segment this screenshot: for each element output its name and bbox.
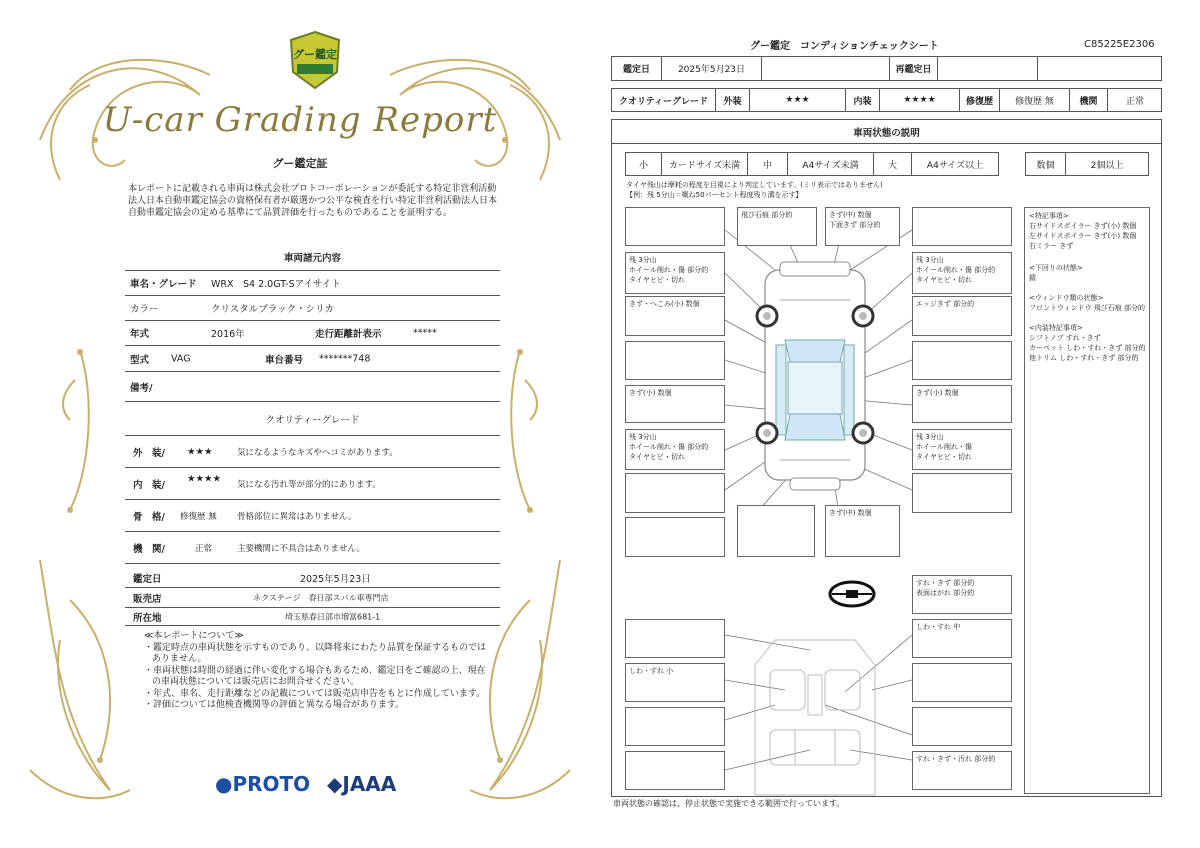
color-value: クリスタルブラック・シリカ	[211, 304, 335, 315]
note-line: フロントウィンドウ 飛び石痕 部分的	[1029, 304, 1146, 312]
chassis-value: *******748	[319, 353, 371, 364]
spec-row-remarks	[125, 372, 500, 402]
quality-comment: 気になるようなキズやヘコミがあります。	[237, 447, 398, 458]
legend-count-desc: 2個以上	[1090, 160, 1124, 171]
legend-small: 小	[626, 153, 662, 175]
quality-comment: 気になる汚れ等が部分的にあります。	[237, 479, 381, 490]
quality-row-exterior	[125, 436, 500, 468]
callout-text: しわ・すれ 中	[916, 623, 961, 631]
special-notes-panel	[1024, 207, 1150, 794]
legend-small-desc: カードサイズ未満	[662, 153, 748, 175]
reappraisal-label: 再鑑定日	[890, 57, 938, 80]
car-top-view	[765, 262, 865, 490]
callout-text: タイヤヒビ・切れ	[629, 453, 685, 461]
note-line: カーペット しわ・すれ・きず 部分的	[1029, 344, 1146, 352]
panel-title: 車両状態の説明	[612, 120, 1161, 144]
spec-row-model	[125, 346, 500, 372]
callout-box	[912, 207, 1012, 246]
ext-value: ★★★	[750, 89, 846, 111]
sheet-title: グー鑑定 コンディションチェックシート	[750, 41, 939, 52]
quality-label: 骨 格/	[133, 511, 165, 523]
quality-comment: 骨格部位に異常はありません。	[237, 511, 357, 522]
callout-box	[625, 663, 725, 702]
quality-grade: 正常	[195, 543, 213, 554]
note-line: 錆	[1029, 274, 1036, 282]
jaaa-mark-icon: ◆	[327, 772, 343, 796]
callout-text: 残 3分山	[629, 256, 657, 264]
quality-heading: クオリティーグレード	[265, 414, 360, 426]
date-label: 鑑定日	[612, 57, 662, 80]
mileage-label: 走行距離計表示	[315, 329, 382, 340]
callout-box	[912, 296, 1012, 336]
name-value: WRX S4 2.0GT-Sアイサイト	[211, 279, 341, 290]
legend-large-desc: A4サイズ以上	[926, 160, 984, 171]
dealer-name: ネクステージ 春日部スバル車専門店	[253, 593, 389, 602]
quality-label: 外 装/	[133, 447, 165, 459]
sheet-footer: 車両状態の確認は、停止状態で実施できる範囲で行っています。	[613, 799, 845, 808]
callout-box	[625, 385, 725, 423]
callout-box	[912, 429, 1012, 470]
callout-text: 残 3分山	[916, 433, 944, 441]
proto-logo-text: PROTO	[232, 772, 311, 796]
ext-label: 外装	[716, 89, 750, 111]
callout-text: 下面きず 部分的	[829, 221, 881, 229]
address-label: 所在地	[133, 612, 162, 624]
grade-row-label: クオリティーグレード	[612, 89, 716, 111]
report-title: U-car Grading Report	[102, 100, 498, 140]
callout-text: ホイール削れ・傷 部分的	[916, 266, 996, 274]
dealer-label: 販売店	[133, 593, 162, 605]
certificate-intro: 本レポートに記載される車両は株式会社プロトコーポレーションが委託する特定非営利活動法人日本自動車鑑定協会の資格保有者が厳選かつ公平な検査を行い特定非営利活動法人日本自動車鑑定協会の定める基準にて品質評価を行ったものであることを証明する。	[128, 184, 498, 218]
int-label: 内装	[846, 89, 880, 111]
address-row	[125, 608, 500, 626]
callout-box	[912, 341, 1012, 380]
callout-box	[625, 707, 725, 746]
callout-box	[625, 473, 725, 513]
quality-label: 内 装/	[133, 479, 165, 491]
year-value: 2016年	[211, 329, 245, 340]
callout-text: タイヤヒビ・切れ	[916, 276, 972, 284]
legend-count: 数個	[1026, 153, 1066, 175]
address-value: 埼玉県春日部市増富681-1	[285, 612, 381, 621]
callout-box	[912, 385, 1012, 423]
certificate-subtitle: グー鑑定証	[272, 157, 328, 170]
note-item: ・評価については他検査機関等の評価と異なる場合があります。	[144, 700, 405, 710]
note-line: シフトノブ すれ・きず	[1029, 334, 1101, 342]
model-label: 型式	[130, 354, 150, 366]
note-item: ・年式、車名、走行距離などの記載については販売店申告をもとに作成しています。	[144, 688, 486, 699]
callout-text: きず(中) 数個	[829, 211, 872, 219]
jaaa-logo-text: JAAA	[342, 772, 397, 796]
callout-box	[912, 575, 1012, 614]
callout-box	[912, 663, 1012, 702]
note-line: 右サイドスポイラー きず(小) 数個	[1029, 222, 1137, 230]
callout-box	[625, 207, 725, 246]
quality-grade: 修復歴 無	[180, 511, 217, 522]
report-notes	[140, 631, 490, 712]
logo-strip	[215, 770, 415, 800]
year-label: 年式	[130, 329, 150, 340]
callout-text: きず・へこみ(小) 数個	[629, 300, 700, 308]
spec-row-color	[125, 296, 500, 321]
quality-heading-row	[125, 402, 500, 436]
repair-value: 修復歴 無	[1000, 89, 1070, 111]
appraisal-date-label: 鑑定日	[133, 573, 162, 585]
callout-text: ホイール削れ・傷 部分的	[629, 443, 709, 451]
callout-text: 残 3分山	[916, 256, 944, 264]
spec-heading: 車両諸元内容	[283, 253, 341, 264]
note-item: ・鑑定時点の車両状態を示すものであり、以降将来にわたり品質を保証するものではありません。	[144, 642, 487, 664]
notes-window-heading: <ウィンドウ類の状態>	[1029, 294, 1104, 302]
callout-box	[625, 517, 725, 557]
callout-text: きず(小) 数個	[916, 389, 959, 397]
callout-box	[625, 751, 725, 790]
proto-mark-icon: ●	[215, 772, 233, 796]
quality-row-engine	[125, 532, 500, 564]
callout-text: エッジきず 部分的	[916, 300, 975, 308]
badge-label: グー鑑定	[293, 48, 337, 61]
date-value: 2025年5月23日	[662, 57, 762, 80]
callout-text: タイヤヒビ・切れ	[629, 276, 685, 284]
legend-mid: 中	[748, 153, 788, 175]
steering-wheel-icon	[830, 582, 874, 606]
note-line: 右ミラー きず	[1029, 242, 1074, 250]
spec-row-year	[125, 321, 500, 346]
quality-label: 機 関/	[133, 543, 165, 555]
interior-diagram	[755, 640, 875, 795]
callout-box	[625, 429, 725, 470]
appraisal-date: 2025年5月23日	[300, 573, 371, 585]
note-line: 他トリム しわ・すれ・きず 部分的	[1029, 354, 1139, 362]
dealer-row	[125, 588, 500, 608]
tire-note-1: タイヤ残山は摩耗の程度を目視により判定しています。(ミリ表示ではありません)	[626, 181, 883, 189]
color-label: カラー	[130, 304, 159, 315]
callout-box	[912, 473, 1012, 513]
callout-text: きず(小) 数個	[629, 389, 672, 397]
repair-label: 修復歴	[960, 89, 1000, 111]
remarks-label: 備考/	[130, 382, 153, 394]
callout-text: タイヤヒビ・切れ	[916, 453, 972, 461]
callout-text: すれ・きず 部分的	[916, 579, 975, 587]
callout-text: 残 3分山	[629, 433, 657, 441]
jaaa-logo	[327, 772, 396, 796]
engine-label: 機関	[1070, 89, 1108, 111]
notes-under-heading: <下回りの状態>	[1029, 264, 1083, 272]
model-value: VAG	[171, 353, 191, 364]
note-item: ・車両状態は時間の経過に伴い変化する場合もあるため、鑑定日をご確認の上、現在の車両状態については販売店にお問合せください。	[144, 665, 486, 687]
spec-row-name	[125, 271, 500, 296]
quality-grade: ★★★	[187, 446, 213, 457]
callout-text: しわ・すれ 小	[629, 667, 674, 675]
callout-box	[625, 619, 725, 658]
notes-special-heading: <特記事項>	[1029, 212, 1069, 220]
name-label: 車名・グレード	[130, 279, 197, 290]
callout-box	[912, 707, 1012, 746]
callout-box	[625, 296, 725, 336]
callout-text: すれ・きず・汚れ 部分的	[916, 755, 996, 763]
callout-box	[737, 505, 815, 557]
callout-text: 表面はがれ 部分的	[916, 589, 975, 597]
int-value: ★★★★	[880, 89, 960, 111]
quality-row-frame	[125, 500, 500, 532]
sheet-code: C85225E2306	[1084, 39, 1155, 50]
callout-text: ホイール削れ・傷	[916, 443, 972, 451]
callout-box	[825, 505, 900, 557]
mileage-value: *****	[413, 327, 437, 339]
engine-value: 正常	[1125, 96, 1144, 107]
callout-text: きず(中) 数個	[829, 509, 872, 517]
quality-grade: ★★★★	[187, 473, 222, 485]
legend-mid-desc: A4サイズ未満	[788, 153, 874, 175]
callout-box	[912, 619, 1012, 658]
appraisal-date-row	[125, 568, 500, 588]
notes-interior-heading: <内装特記事項>	[1029, 324, 1083, 332]
quality-comment: 主要機関に不具合はありません。	[237, 543, 366, 554]
chassis-label: 車台番号	[265, 354, 304, 366]
callout-text: ホイール削れ・傷 部分的	[629, 266, 709, 274]
tire-note-2: 【例：残 5分山＝概ね50パーセント程度残り溝を示す】	[626, 191, 803, 199]
callout-box	[737, 207, 817, 246]
callout-box	[912, 252, 1012, 294]
callout-box	[912, 751, 1012, 790]
notes-heading: ≪本レポートについて≫	[144, 631, 244, 641]
callout-box	[625, 341, 725, 380]
legend-large: 大	[874, 153, 912, 175]
callout-box	[825, 207, 900, 246]
note-line: 左サイドスポイラー きず(小) 数個	[1029, 232, 1137, 240]
callout-text: 飛び石痕 部分的	[741, 211, 793, 219]
proto-logo	[215, 772, 310, 796]
quality-row-interior	[125, 468, 500, 500]
callout-box	[625, 252, 725, 294]
